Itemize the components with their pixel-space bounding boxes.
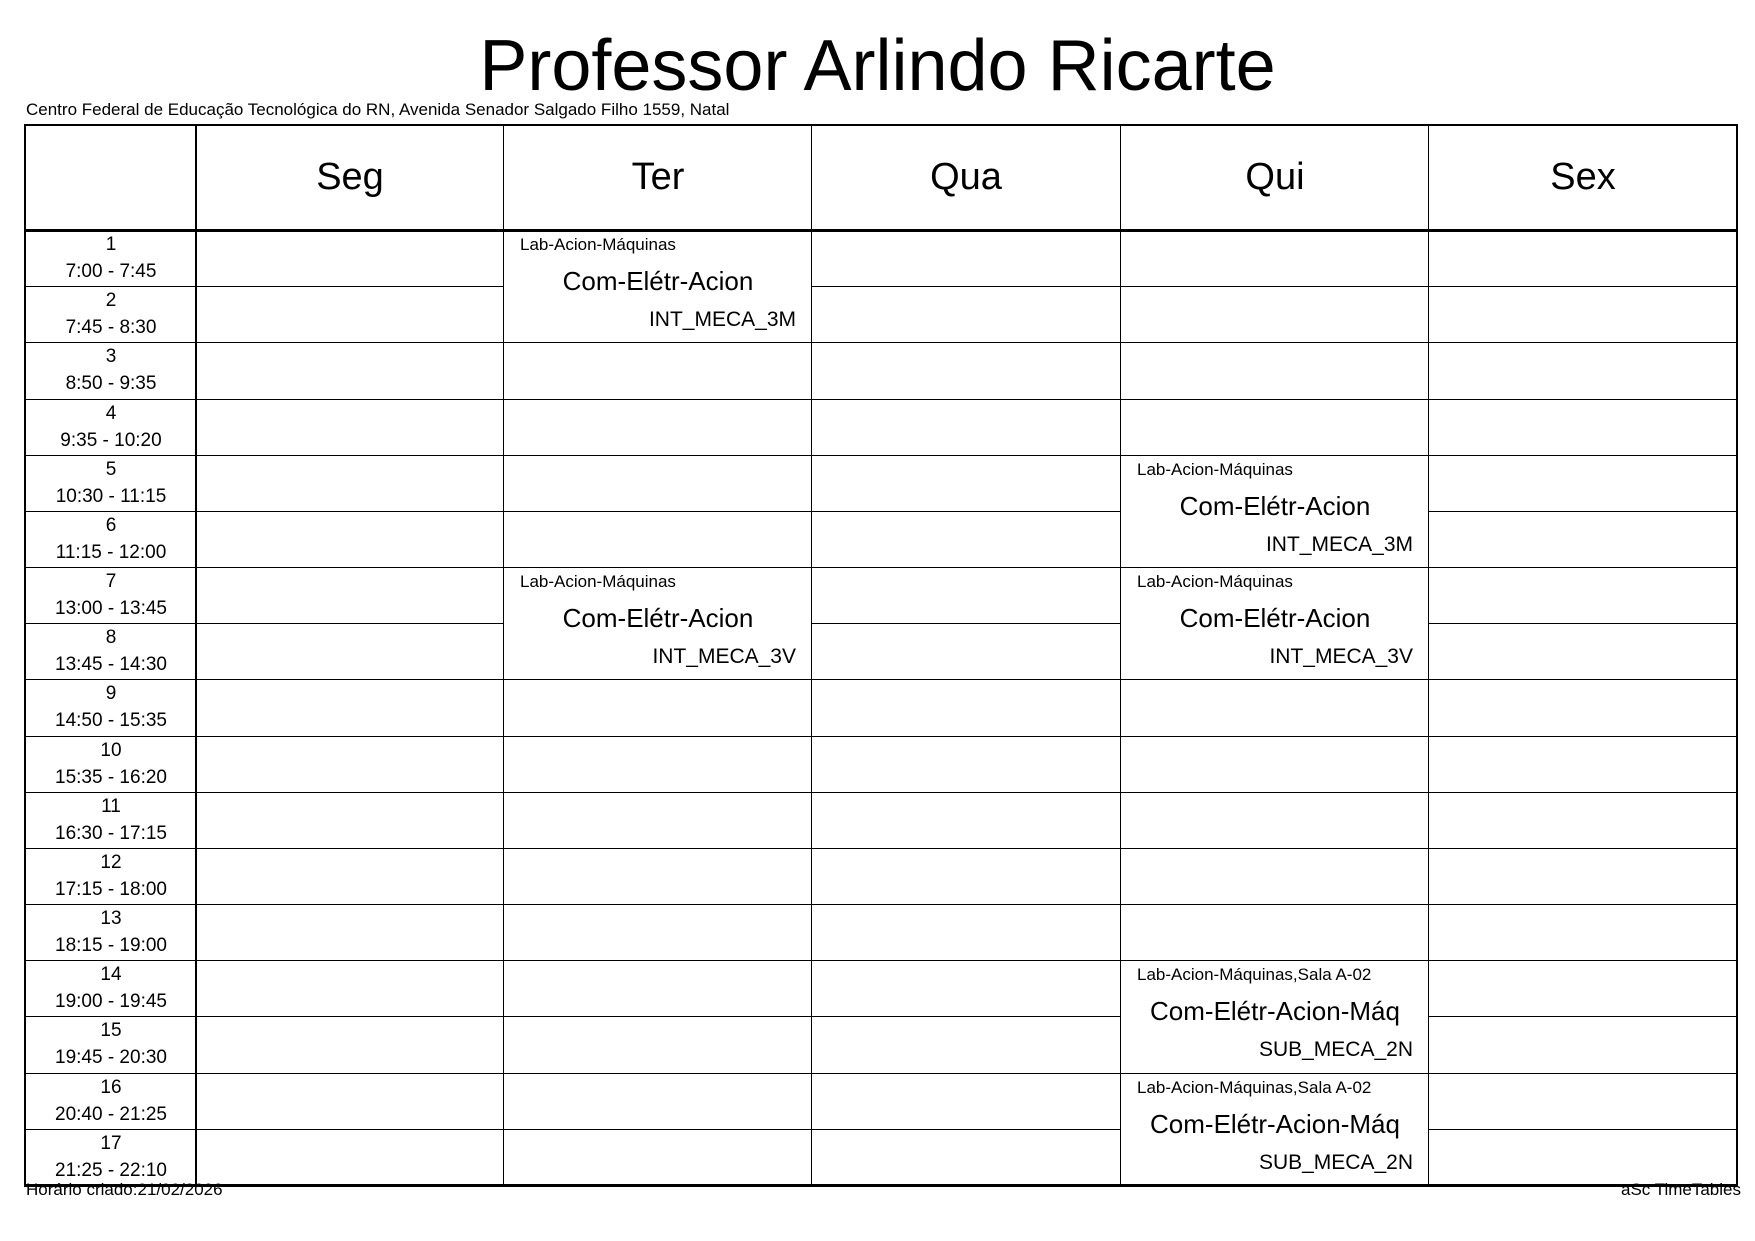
lesson-room: Lab-Acion-Máquinas [1137,572,1293,591]
row-divider [812,455,1120,456]
row-divider [812,511,1120,512]
row-divider [1121,342,1429,343]
row-divider [812,679,1120,680]
row-divider [1429,679,1737,680]
row-divider [812,1016,1120,1017]
row-divider [504,679,812,680]
period-label [26,793,196,849]
period-time: 8:50 - 9:35 [65,373,157,394]
period-number: 14 [100,964,122,985]
row-divider [504,1016,812,1017]
period-time: 15:35 - 16:20 [55,767,167,788]
period-label [26,737,196,793]
row-divider [812,960,1120,961]
row-divider [1429,399,1737,400]
row-divider [196,904,504,905]
lesson-cell[interactable] [1121,960,1429,1072]
row-divider [196,286,504,287]
row-divider [196,848,504,849]
row-divider [196,511,504,512]
period-number: 1 [105,234,117,255]
row-divider [196,679,504,680]
row-divider [196,792,504,793]
row-divider [504,904,812,905]
frame-bottom [24,1184,1737,1187]
row-divider [1121,736,1429,737]
row-divider [196,1016,504,1017]
row-divider [812,736,1120,737]
period-number: 7 [105,571,117,592]
period-number: 6 [105,515,117,536]
period-label [26,849,196,905]
row-divider [812,623,1120,624]
row-divider [196,960,504,961]
period-number: 13 [100,908,122,929]
period-number: 16 [100,1077,122,1098]
period-label [26,1074,196,1130]
day-header: Seg [316,156,384,198]
lesson-cell[interactable] [1121,567,1429,679]
lesson-cell[interactable] [1121,1073,1429,1185]
period-number: 9 [105,683,117,704]
period-number: 3 [105,346,117,367]
row-divider [812,1129,1120,1130]
row-divider [196,399,504,400]
row-divider [812,399,1120,400]
frame-right [1736,124,1738,1186]
period-time: 14:50 - 15:35 [55,710,167,731]
period-number: 12 [100,852,122,873]
period-label [26,343,196,399]
row-divider [196,1129,504,1130]
day-header: Ter [631,156,685,198]
lesson-subject: Com-Elétr-Acion [1179,491,1371,521]
row-divider [196,455,504,456]
lesson-class: SUB_MECA_2N [1258,1151,1413,1174]
period-number: 5 [105,459,117,480]
lesson-cell[interactable] [504,567,812,679]
period-time: 20:40 - 21:25 [55,1104,167,1125]
row-divider [504,511,812,512]
lesson-class: INT_MECA_3M [648,308,796,331]
row-divider [504,1073,812,1074]
lesson-room: Lab-Acion-Máquinas,Sala A-02 [1137,965,1372,984]
lesson-subject: Com-Elétr-Acion [1179,603,1371,633]
row-divider [1429,567,1737,568]
row-divider [504,848,812,849]
period-label [26,231,196,287]
period-time: 11:15 - 12:00 [55,542,167,563]
page-title: Professor Arlindo Ricarte [479,26,1276,106]
lesson-subject: Com-Elétr-Acion-Máq [1150,996,1400,1026]
period-time: 13:00 - 13:45 [55,598,167,619]
row-divider [1121,399,1429,400]
row-divider [812,904,1120,905]
lesson-subject: Com-Elétr-Acion [562,603,754,633]
day-header: Qui [1245,156,1305,198]
period-label [26,400,196,456]
row-divider [1429,1129,1737,1130]
row-divider [812,1073,1120,1074]
row-divider [1429,342,1737,343]
period-number: 2 [105,290,117,311]
row-divider [812,342,1120,343]
row-divider [812,286,1120,287]
period-label [26,1130,196,1186]
period-time: 13:45 - 14:30 [55,654,167,675]
period-label [26,287,196,343]
row-divider [504,342,812,343]
row-divider [1429,904,1737,905]
period-number: 15 [100,1020,122,1041]
row-divider [504,399,812,400]
lesson-room: Lab-Acion-Máquinas,Sala A-02 [1137,1078,1372,1097]
period-label [26,456,196,512]
period-label [26,568,196,624]
row-divider [812,567,1120,568]
row-divider [196,342,504,343]
row-divider [1429,1016,1737,1017]
row-divider [504,960,812,961]
created-date: Horário criado:21/02/2026 [26,1180,223,1199]
row-divider [1429,455,1737,456]
row-divider [1429,511,1737,512]
period-label [26,624,196,680]
row-divider [1121,792,1429,793]
period-label [26,1017,196,1073]
row-divider [812,792,1120,793]
row-divider [196,1073,504,1074]
lesson-room: Lab-Acion-Máquinas [520,572,676,591]
period-number: 10 [100,740,122,761]
period-label [26,961,196,1017]
period-time: 18:15 - 19:00 [55,935,167,956]
period-time: 7:45 - 8:30 [65,317,157,338]
software-credit: aSc TimeTables [1621,1180,1741,1199]
row-divider [504,455,812,456]
lesson-class: INT_MECA_3V [652,645,796,668]
row-divider [1121,904,1429,905]
period-number: 4 [105,403,117,424]
period-time: 9:35 - 10:20 [60,430,162,451]
row-divider [1429,736,1737,737]
lesson-subject: Com-Elétr-Acion-Máq [1150,1109,1400,1139]
period-time: 7:00 - 7:45 [65,261,157,282]
period-time: 21:25 - 22:10 [55,1160,167,1181]
period-label [26,512,196,568]
period-time: 17:15 - 18:00 [55,879,167,900]
lesson-class: SUB_MECA_2N [1258,1038,1413,1061]
row-divider [1429,960,1737,961]
row-divider [1121,679,1429,680]
row-divider [1429,286,1737,287]
period-number: 8 [105,627,117,648]
row-divider [504,736,812,737]
lesson-class: INT_MECA_3M [1265,533,1413,556]
row-divider [1429,848,1737,849]
period-number: 17 [100,1133,122,1154]
row-divider [196,736,504,737]
lesson-cell[interactable] [1121,455,1429,567]
lesson-room: Lab-Acion-Máquinas [520,235,676,254]
period-label [26,905,196,961]
period-label [26,680,196,736]
school-address: Centro Federal de Educação Tecnológica do RN, Avenida Senador Salgado Filho 1559, Natal [26,100,730,119]
period-time: 19:00 - 19:45 [55,991,167,1012]
row-divider [1429,1073,1737,1074]
lesson-room: Lab-Acion-Máquinas [1137,460,1293,479]
row-divider [1121,848,1429,849]
lesson-cell[interactable] [504,230,812,342]
lesson-subject: Com-Elétr-Acion [562,266,754,296]
row-divider [196,567,504,568]
row-divider [1121,286,1429,287]
row-divider [504,1129,812,1130]
day-header: Sex [1550,156,1616,198]
lesson-class: INT_MECA_3V [1269,645,1413,668]
period-time: 10:30 - 11:15 [55,486,167,507]
row-divider [812,848,1120,849]
row-divider [1429,792,1737,793]
row-divider [504,792,812,793]
period-time: 19:45 - 20:30 [55,1047,167,1068]
day-header: Qua [930,156,1002,198]
row-divider [196,623,504,624]
period-time: 16:30 - 17:15 [55,823,167,844]
period-number: 11 [101,796,121,817]
row-divider [1429,623,1737,624]
